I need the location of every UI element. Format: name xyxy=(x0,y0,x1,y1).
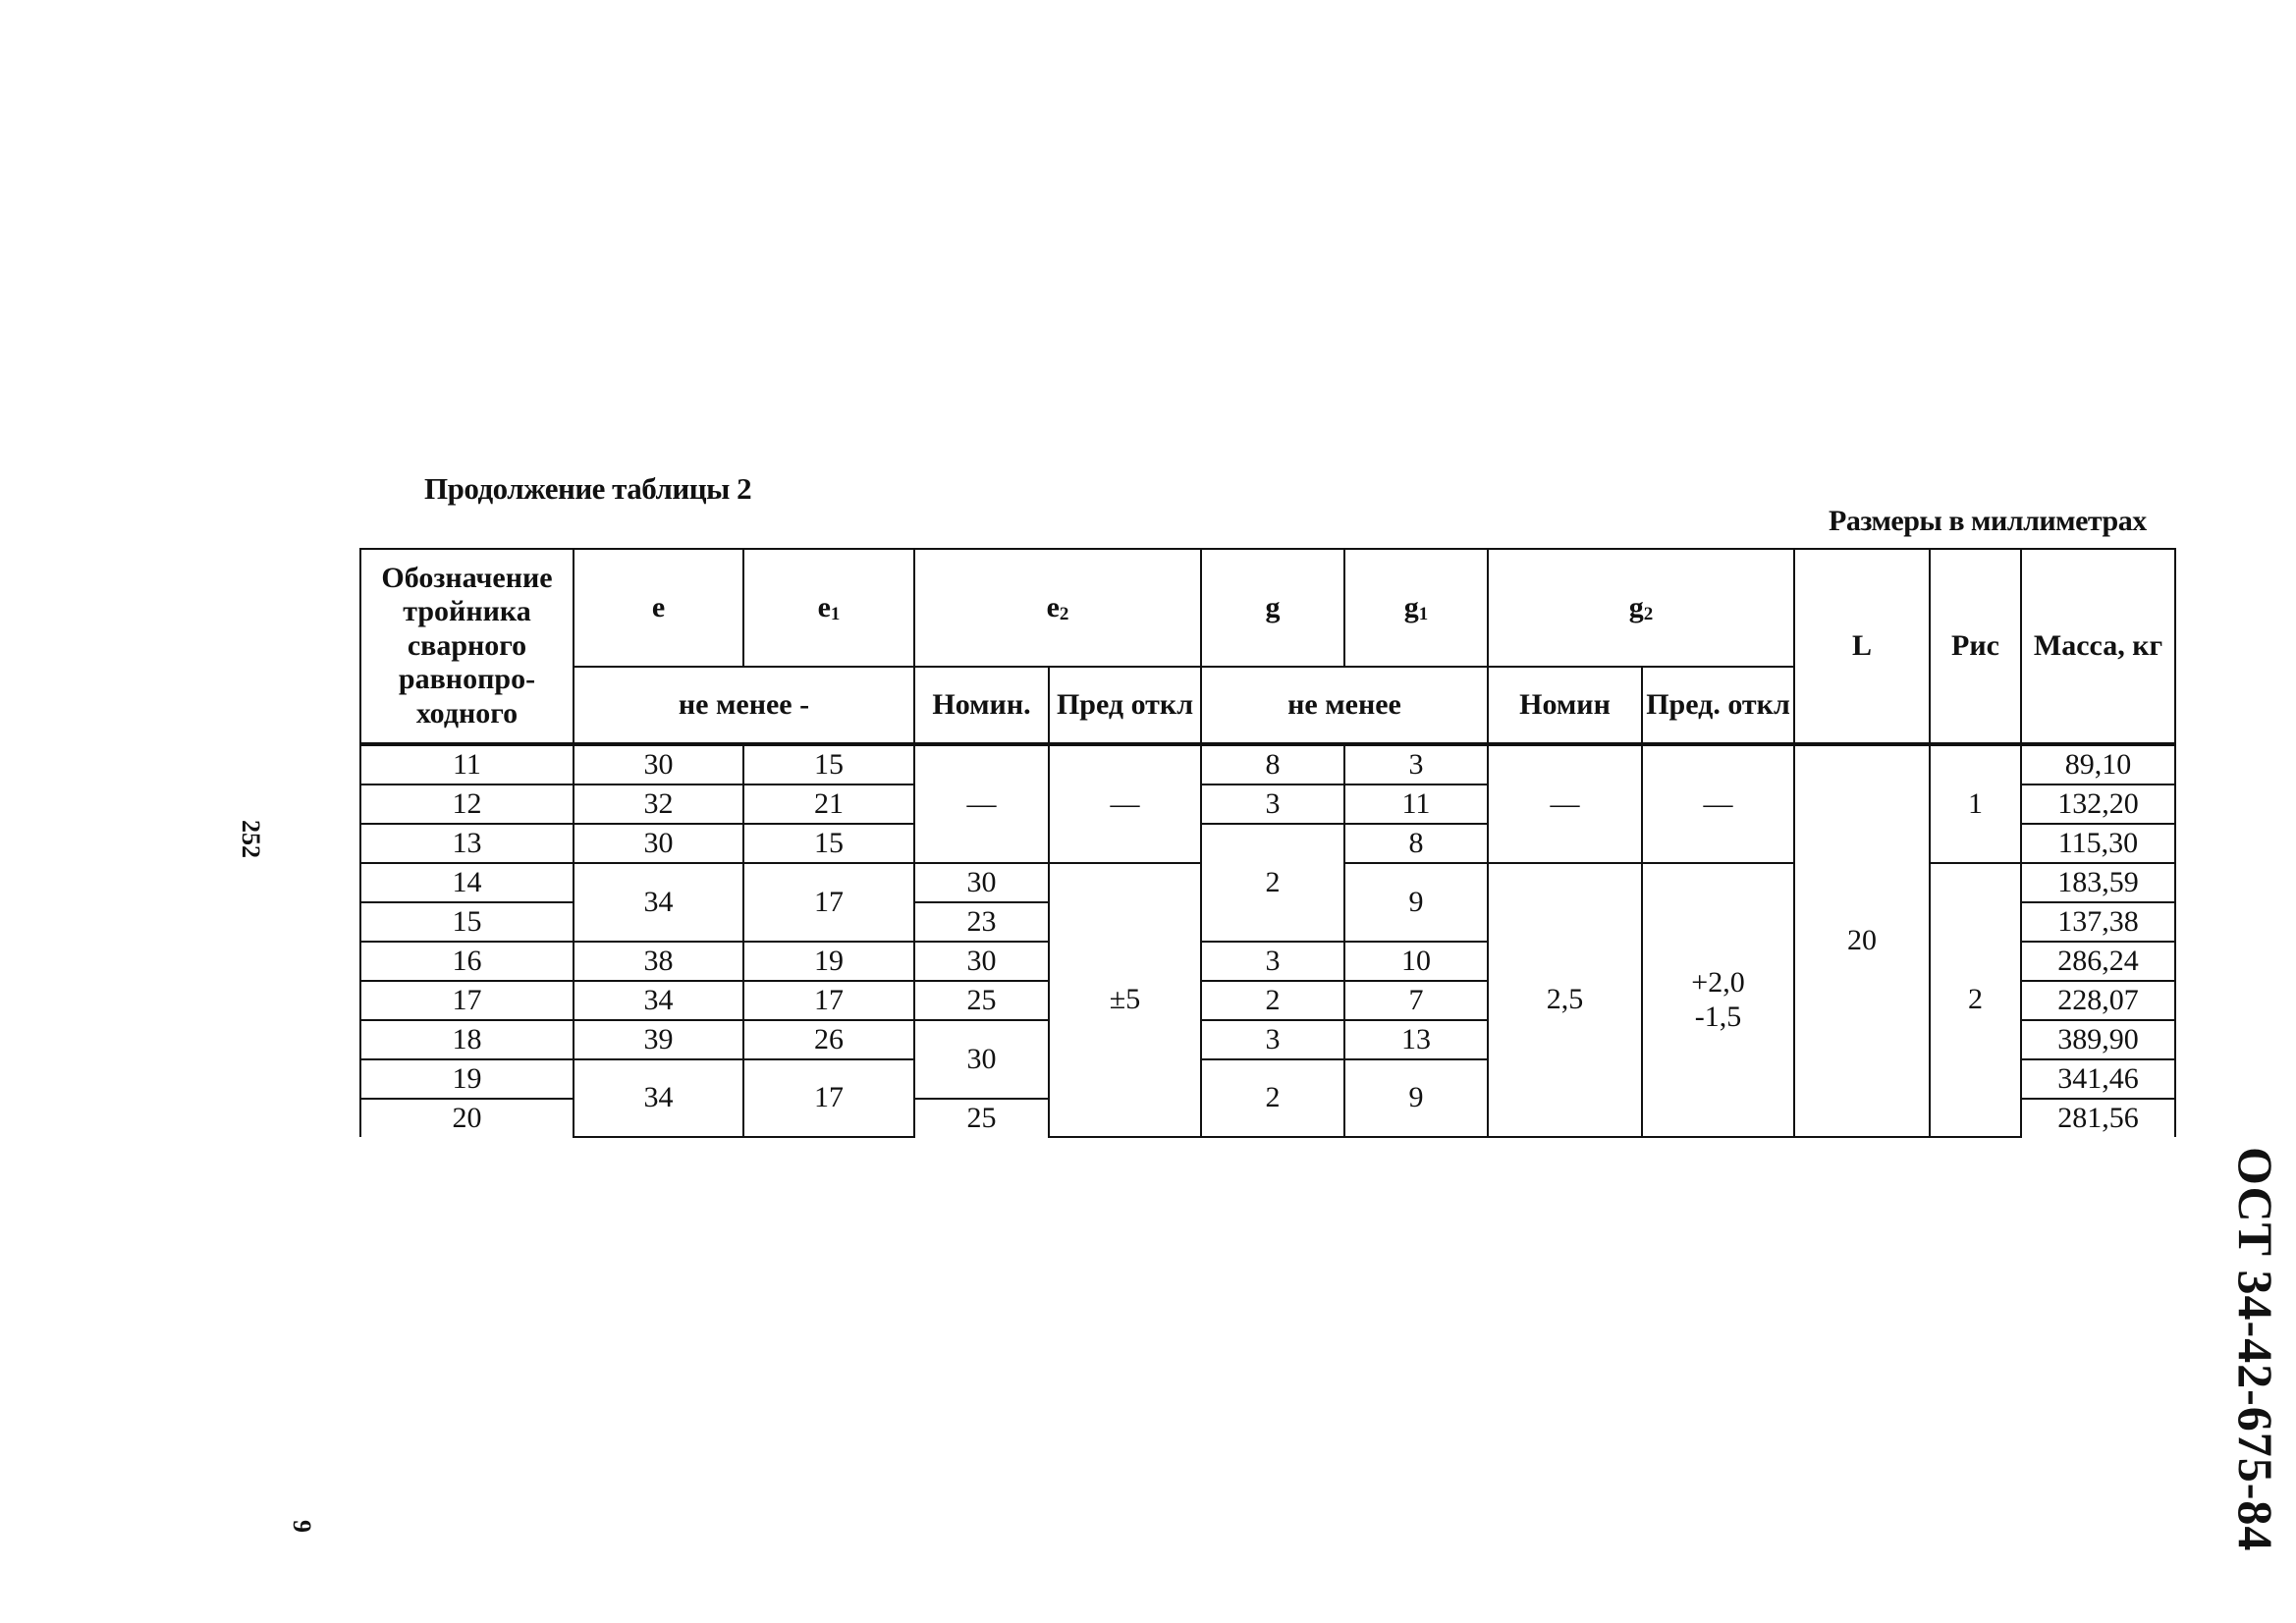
cell-designation: 14 xyxy=(360,863,574,902)
cell-designation: 19 xyxy=(360,1059,574,1099)
cell-e: 34 xyxy=(574,1059,743,1137)
cell-e2-nominal: 25 xyxy=(914,981,1049,1020)
cell-mass: 341,46 xyxy=(2021,1059,2175,1099)
header-e2-nominal: Номин. xyxy=(914,667,1049,744)
cell-designation: 15 xyxy=(360,902,574,942)
cell-e1: 15 xyxy=(743,744,914,784)
header-g1 xyxy=(1344,549,1488,667)
cell-g: 2 xyxy=(1201,824,1344,942)
cell-g1: 8 xyxy=(1344,824,1488,863)
cell-e1: 19 xyxy=(743,942,914,981)
header-g2-base: g xyxy=(1628,590,1644,623)
cell-e1: 26 xyxy=(743,1020,914,1059)
table-caption: Продолжение таблицы 2 xyxy=(424,471,752,506)
cell-e: 34 xyxy=(574,981,743,1020)
cell-designation: 13 xyxy=(360,824,574,863)
header-e2-tolerance: Пред откл xyxy=(1049,667,1201,744)
dimensions-table xyxy=(359,548,2176,1138)
cell-L: 20 xyxy=(1794,744,1930,1137)
header-g2 xyxy=(1488,549,1794,667)
cell-e1: 21 xyxy=(743,784,914,824)
cell-fig: 2 xyxy=(1930,863,2021,1137)
cell-mass: 89,10 xyxy=(2021,744,2175,784)
cell-g1: 11 xyxy=(1344,784,1488,824)
page-number: 252 xyxy=(237,820,265,858)
header-not-less-e: не менее - xyxy=(574,667,914,744)
cell-e2-nominal: — xyxy=(914,744,1049,863)
g2-tolerance-minus: -1,5 xyxy=(1694,1000,1742,1033)
cell-e1: 17 xyxy=(743,1059,914,1137)
cell-mass: 183,59 xyxy=(2021,863,2175,902)
cell-mass: 286,24 xyxy=(2021,942,2175,981)
cell-mass: 281,56 xyxy=(2021,1099,2175,1137)
cell-g1: 3 xyxy=(1344,744,1488,784)
header-e2 xyxy=(914,549,1201,667)
cell-e2-tolerance: — xyxy=(1049,744,1201,863)
cell-g1: 9 xyxy=(1344,863,1488,942)
standard-code: ОСТ 34-42-675-84 xyxy=(2228,1147,2283,1552)
cell-e: 30 xyxy=(574,744,743,784)
cell-designation: 11 xyxy=(360,744,574,784)
cell-mass: 132,20 xyxy=(2021,784,2175,824)
cell-g1: 7 xyxy=(1344,981,1488,1020)
header-e1 xyxy=(743,549,914,667)
cell-g: 3 xyxy=(1201,1020,1344,1059)
header-fig: Рис xyxy=(1930,549,2021,744)
header-L: L xyxy=(1794,549,1930,744)
cell-g: 2 xyxy=(1201,981,1344,1020)
cell-designation: 17 xyxy=(360,981,574,1020)
cell-e2-nominal: 30 xyxy=(914,942,1049,981)
cell-designation: 18 xyxy=(360,1020,574,1059)
header-g2-tolerance: Пред. откл xyxy=(1642,667,1794,744)
header-e1-base: e xyxy=(817,590,831,623)
cell-e2-nominal: 30 xyxy=(914,1020,1049,1099)
sheet-number: 9 xyxy=(288,1520,316,1533)
header-g1-sub: 1 xyxy=(1418,603,1429,624)
cell-designation: 16 xyxy=(360,942,574,981)
cell-mass: 137,38 xyxy=(2021,902,2175,942)
header-g2-nominal: Номин xyxy=(1488,667,1642,744)
header-mass: Масса, кг xyxy=(2021,549,2175,744)
cell-e2-nominal: 30 xyxy=(914,863,1049,902)
header-g1-base: g xyxy=(1403,590,1419,623)
cell-e: 32 xyxy=(574,784,743,824)
cell-g1: 9 xyxy=(1344,1059,1488,1137)
cell-e2-tolerance: ±5 xyxy=(1049,863,1201,1137)
cell-designation: 12 xyxy=(360,784,574,824)
cell-mass: 228,07 xyxy=(2021,981,2175,1020)
cell-e1: 17 xyxy=(743,981,914,1020)
cell-g: 8 xyxy=(1201,744,1344,784)
cell-g2-tolerance xyxy=(1642,863,1794,1137)
cell-e: 39 xyxy=(574,1020,743,1059)
header-not-less-g: не менее xyxy=(1201,667,1488,744)
cell-e1: 15 xyxy=(743,824,914,863)
cell-e: 30 xyxy=(574,824,743,863)
header-e1-sub: 1 xyxy=(830,603,841,624)
cell-g1: 10 xyxy=(1344,942,1488,981)
cell-mass: 389,90 xyxy=(2021,1020,2175,1059)
cell-designation: 20 xyxy=(360,1099,574,1137)
cell-e2-nominal: 25 xyxy=(914,1099,1049,1137)
cell-e: 34 xyxy=(574,863,743,942)
cell-mass: 115,30 xyxy=(2021,824,2175,863)
table-row xyxy=(360,744,2175,784)
cell-fig: 1 xyxy=(1930,744,2021,863)
cell-e: 38 xyxy=(574,942,743,981)
cell-g2-nominal: — xyxy=(1488,744,1642,863)
header-e: e xyxy=(574,549,743,667)
header-e2-sub: 2 xyxy=(1059,603,1069,624)
cell-g1: 13 xyxy=(1344,1020,1488,1059)
header-designation: Обозначение тройника сварного равнопро-ходного xyxy=(360,549,574,744)
header-g: g xyxy=(1201,549,1344,667)
header-e2-base: e xyxy=(1046,590,1060,623)
cell-e2-nominal: 23 xyxy=(914,902,1049,942)
units-note: Размеры в миллиметрах xyxy=(1829,505,2147,537)
cell-g: 3 xyxy=(1201,942,1344,981)
cell-g2-nominal: 2,5 xyxy=(1488,863,1642,1137)
cell-g2-tolerance: — xyxy=(1642,744,1794,863)
header-g2-sub: 2 xyxy=(1643,603,1654,624)
g2-tolerance-plus: +2,0 xyxy=(1691,966,1745,999)
cell-g: 3 xyxy=(1201,784,1344,824)
cell-g: 2 xyxy=(1201,1059,1344,1137)
cell-e1: 17 xyxy=(743,863,914,942)
